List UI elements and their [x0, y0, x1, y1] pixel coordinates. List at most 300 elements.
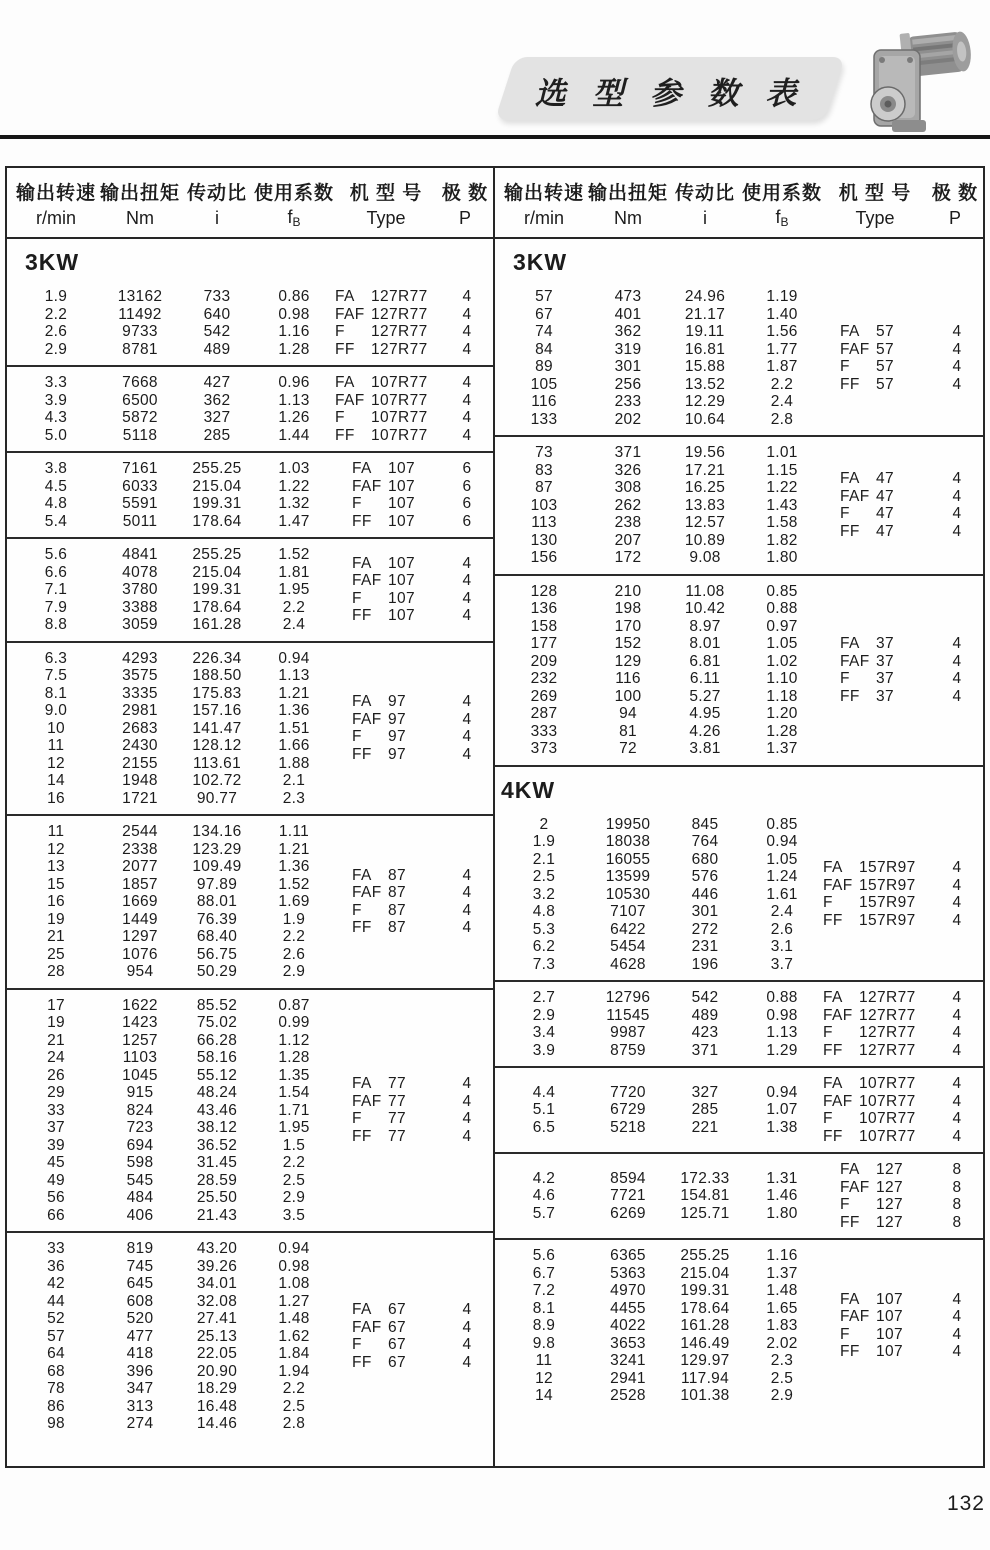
model-type-row [335, 555, 493, 573]
service-factor-value: 2.3 [770, 1352, 794, 1369]
service-factor-value: 1.08 [278, 1275, 310, 1292]
table-row [13, 858, 335, 876]
service-factor-value: 0.94 [278, 1240, 310, 1257]
ratio-value: 13.52 [684, 375, 726, 393]
service-factor-value: 1.56 [766, 323, 798, 340]
model-type-rows [823, 1161, 983, 1231]
ratio-value: 8.97 [689, 617, 721, 635]
output-torque-value: 319 [614, 340, 642, 358]
service-factor-value: 2.02 [766, 1334, 798, 1352]
output-speed-value: 24 [47, 1049, 65, 1066]
parameter-block [7, 814, 493, 988]
model-prefix: FF [352, 607, 372, 625]
service-factor-value: 1.15 [766, 461, 798, 479]
output-torque-value: 3059 [122, 616, 158, 633]
output-speed-value: 12 [535, 1369, 553, 1387]
table-row [13, 1275, 335, 1293]
model-number: 97 [388, 745, 407, 763]
ratio-value: 10.89 [684, 531, 726, 549]
poles-value: 6 [462, 495, 472, 512]
ratio-value: 102.72 [192, 772, 242, 789]
ratio-value: 25.50 [196, 1189, 238, 1206]
model-number: 107 [388, 554, 416, 572]
service-factor-value: 1.58 [766, 514, 798, 531]
table-row [13, 478, 335, 496]
output-torque-value: 745 [126, 1257, 154, 1275]
output-speed-value: 52 [47, 1310, 65, 1327]
model-type-row [335, 427, 493, 445]
output-speed-value: 12 [47, 754, 65, 772]
poles-value: 4 [462, 728, 472, 746]
table-row [13, 1084, 335, 1102]
poles-value: 4 [462, 1075, 472, 1093]
table-row [13, 1137, 335, 1155]
table-row [501, 956, 823, 974]
output-speed-value: 2.7 [532, 989, 556, 1006]
ratio-value: 24.96 [684, 288, 726, 305]
model-number: 107 [388, 589, 416, 607]
output-torque-value: 13162 [117, 288, 163, 305]
table-row [501, 921, 823, 939]
output-speed-value: 98 [47, 1415, 65, 1432]
poles-value: 4 [952, 1325, 962, 1343]
model-prefix: FF [335, 340, 355, 358]
service-factor-value: 1.83 [766, 1317, 798, 1334]
output-torque-value: 954 [126, 963, 154, 980]
model-number: 157R97 [859, 876, 916, 894]
model-type-rows [823, 583, 983, 758]
output-torque-value: 2941 [610, 1369, 646, 1387]
ratio-value: 542 [203, 323, 231, 340]
table-row [13, 876, 335, 894]
data-rows [501, 288, 823, 428]
parameter-block [495, 435, 983, 574]
table-row [501, 1282, 823, 1300]
model-type-row [335, 711, 493, 729]
model-prefix: FAF [823, 1006, 853, 1024]
table-row [501, 376, 823, 394]
model-type-row [823, 1179, 983, 1197]
ratio-value: 16.81 [684, 340, 726, 358]
model-prefix: FF [335, 426, 355, 444]
table-row [13, 288, 335, 306]
model-type-row [823, 635, 983, 653]
table-row [13, 409, 335, 427]
table-row [501, 1007, 823, 1025]
poles-value: 4 [952, 487, 962, 505]
unit-factor: fB [287, 207, 301, 229]
model-type-rows [823, 816, 983, 974]
poles-value: 4 [952, 1127, 962, 1145]
table-body-right [495, 239, 983, 1466]
ratio-value: 161.28 [192, 616, 242, 633]
service-factor-value: 2.1 [282, 772, 306, 789]
unit-ratio: i [215, 207, 219, 228]
poles-value: 4 [952, 652, 962, 670]
model-number: 37 [876, 652, 895, 670]
parameter-block [7, 988, 493, 1232]
output-speed-value: 158 [530, 617, 558, 635]
output-speed-value: 19 [47, 1014, 65, 1031]
poles-value: 4 [952, 522, 962, 540]
service-factor-value: 1.18 [766, 687, 798, 705]
parameter-block [495, 980, 983, 1066]
poles-value: 8 [952, 1161, 962, 1178]
output-torque-value: 274 [126, 1415, 154, 1432]
table-row [501, 886, 823, 904]
header-service-factor: 使用系数 [253, 183, 334, 204]
service-factor-value: 1.05 [766, 850, 798, 868]
ratio-value: 371 [691, 1041, 719, 1059]
output-torque-value: 2544 [122, 823, 158, 840]
model-type-row [823, 1291, 983, 1309]
model-prefix: FA [335, 374, 355, 391]
ratio-value: 154.81 [680, 1187, 730, 1205]
model-type-row [335, 1319, 493, 1337]
parameter-block [7, 641, 493, 815]
header-output-speed: 输出转速 [503, 183, 584, 204]
service-factor-value: 1.13 [278, 667, 310, 684]
model-number: 107R77 [371, 391, 428, 409]
ratio-value: 17.21 [684, 461, 726, 479]
data-rows [13, 546, 335, 634]
output-speed-value: 1.9 [44, 288, 68, 305]
service-factor-value: 1.22 [278, 477, 310, 495]
ratio-value: 285 [203, 426, 231, 444]
model-number: 107R77 [859, 1092, 916, 1110]
data-rows [501, 989, 823, 1059]
model-number: 57 [876, 375, 895, 393]
table-row [501, 306, 823, 324]
ratio-value: 226.34 [192, 649, 242, 667]
ratio-value: 255.25 [192, 460, 242, 477]
output-speed-value: 33 [47, 1240, 65, 1257]
poles-value: 4 [462, 340, 472, 358]
poles-value: 4 [952, 876, 962, 894]
model-type-row [335, 513, 493, 531]
output-torque-value: 7721 [610, 1187, 646, 1205]
ratio-value: 36.52 [196, 1136, 238, 1154]
table-row [13, 392, 335, 410]
model-type-rows [335, 1240, 493, 1433]
output-torque-value: 1857 [122, 875, 158, 893]
service-factor-value: 1.5 [282, 1136, 306, 1154]
output-torque-value: 6500 [122, 391, 158, 409]
parameter-block [495, 1152, 983, 1238]
ratio-value: 6.81 [689, 652, 721, 670]
output-torque-value: 238 [614, 514, 642, 531]
output-speed-value: 6.3 [44, 649, 68, 667]
service-factor-value: 2.3 [282, 789, 306, 807]
model-prefix: FAF [840, 340, 870, 358]
ratio-value: 43.46 [196, 1101, 238, 1119]
header-model-type: 机 型 号 [349, 183, 423, 204]
table-row [501, 532, 823, 550]
page-title: 选 型 参 数 表 [534, 75, 806, 111]
table-column-left [7, 168, 495, 1466]
output-speed-value: 4.3 [44, 409, 68, 426]
output-torque-value: 6365 [610, 1247, 646, 1264]
output-torque-value: 262 [614, 496, 642, 514]
table-row [501, 868, 823, 886]
ratio-value: 446 [691, 885, 719, 903]
output-speed-value: 8.9 [532, 1317, 556, 1334]
ratio-value: 8.01 [689, 635, 721, 652]
poles-value: 4 [952, 358, 962, 375]
table-row [501, 740, 823, 758]
output-torque-value: 16055 [605, 850, 651, 868]
data-rows [13, 288, 335, 358]
output-torque-value: 7107 [610, 903, 646, 920]
output-speed-value: 49 [47, 1171, 65, 1189]
model-number: 77 [388, 1110, 407, 1128]
section-title: 3KW [513, 249, 568, 275]
top-rule-divider [0, 135, 990, 139]
model-prefix: FF [823, 1041, 843, 1059]
table-row [501, 358, 823, 376]
ratio-value: 5.27 [689, 687, 721, 705]
output-torque-value: 2528 [610, 1387, 646, 1404]
service-factor-value: 0.94 [766, 833, 798, 850]
table-row [13, 1345, 335, 1363]
poles-value: 4 [462, 374, 472, 391]
model-prefix: F [823, 1110, 833, 1127]
model-number: 107 [876, 1325, 904, 1343]
service-factor-value: 1.36 [278, 858, 310, 875]
poles-value: 4 [952, 911, 962, 929]
output-speed-value: 74 [535, 323, 553, 340]
ratio-value: 3.81 [689, 740, 721, 757]
output-speed-value: 21 [47, 1031, 65, 1049]
poles-value: 4 [952, 1075, 962, 1092]
output-speed-value: 177 [530, 635, 558, 652]
output-speed-value: 4.8 [44, 495, 68, 512]
table-body-left [7, 239, 493, 1466]
parameter-block [495, 1066, 983, 1152]
service-factor-value: 1.37 [766, 740, 798, 757]
output-speed-value: 5.4 [44, 512, 68, 530]
service-factor-value: 2.9 [770, 1387, 794, 1404]
output-speed-value: 11 [535, 1352, 553, 1369]
model-number: 127 [876, 1161, 904, 1178]
model-type-rows [823, 1247, 983, 1405]
model-type-rows [335, 823, 493, 981]
output-speed-value: 7.9 [44, 598, 68, 616]
output-torque-value: 18038 [605, 833, 651, 850]
table-row [13, 1363, 335, 1381]
table-row [13, 341, 335, 359]
page-number: 132 [946, 1492, 985, 1515]
output-torque-value: 12796 [605, 989, 651, 1006]
service-factor-value: 1.13 [278, 391, 310, 409]
service-factor-value: 1.36 [278, 702, 310, 719]
table-column-right [495, 168, 983, 1466]
service-factor-value: 1.19 [766, 288, 798, 305]
header-output-torque: 输出扭矩 [99, 183, 180, 204]
output-speed-value: 89 [535, 358, 553, 375]
table-row [13, 1310, 335, 1328]
model-type-row [823, 1024, 983, 1042]
output-speed-value: 11 [47, 737, 65, 754]
service-factor-value: 1.95 [278, 581, 310, 598]
output-torque-value: 545 [126, 1171, 154, 1189]
service-factor-value: 0.85 [766, 815, 798, 833]
model-number: 77 [388, 1127, 407, 1145]
parameter-block [501, 809, 983, 981]
model-type-row [823, 1128, 983, 1146]
model-type-rows [823, 989, 983, 1059]
model-type-row [823, 1214, 983, 1232]
ratio-value: 10.64 [684, 410, 726, 428]
output-speed-value: 2.9 [532, 1006, 556, 1024]
output-torque-value: 824 [126, 1101, 154, 1119]
ratio-value: 28.59 [196, 1171, 238, 1189]
model-type-row [335, 392, 493, 410]
ratio-value: 733 [203, 288, 231, 305]
model-type-row [823, 894, 983, 912]
output-speed-value: 3.8 [44, 460, 68, 477]
model-prefix: F [840, 1196, 850, 1213]
output-torque-value: 6033 [122, 477, 158, 495]
model-type-row [335, 728, 493, 746]
model-prefix: F [335, 409, 345, 426]
output-torque-value: 94 [619, 705, 637, 722]
table-row [501, 323, 823, 341]
service-factor-value: 1.32 [278, 495, 310, 512]
model-prefix: FAF [840, 1308, 870, 1326]
output-torque-value: 10530 [605, 885, 651, 903]
table-row [13, 893, 335, 911]
output-speed-value: 39 [47, 1136, 65, 1154]
poles-value: 4 [462, 1318, 472, 1336]
model-type-row [335, 288, 493, 306]
model-prefix: FA [352, 460, 372, 477]
header-row-cn [13, 178, 493, 205]
model-number: 127R77 [371, 323, 428, 340]
model-type-row [335, 1301, 493, 1319]
service-factor-value: 1.95 [278, 1119, 310, 1136]
data-rows [501, 816, 823, 974]
output-speed-value: 16 [47, 893, 65, 910]
output-speed-value: 156 [530, 549, 558, 566]
service-factor-value: 0.97 [766, 617, 798, 635]
poles-value: 4 [952, 989, 962, 1006]
ratio-value: 199.31 [192, 495, 242, 512]
model-type-row [823, 505, 983, 523]
model-type-rows [335, 997, 493, 1225]
table-header-left [7, 168, 493, 239]
model-prefix: F [352, 495, 362, 512]
output-speed-value: 4.5 [44, 477, 68, 495]
poles-value: 8 [952, 1213, 962, 1231]
output-speed-value: 6.2 [532, 938, 556, 955]
section-title: 3KW [25, 249, 80, 275]
output-torque-value: 484 [126, 1189, 154, 1206]
model-prefix: FF [840, 687, 860, 705]
model-number: 47 [876, 522, 895, 540]
output-speed-value: 64 [47, 1345, 65, 1362]
model-prefix: FAF [840, 652, 870, 670]
table-row [501, 1042, 823, 1060]
table-row [501, 1352, 823, 1370]
service-factor-value: 0.85 [766, 582, 798, 600]
model-type-row [823, 488, 983, 506]
data-rows [13, 997, 335, 1225]
model-number: 77 [388, 1075, 407, 1093]
service-factor-value: 1.71 [278, 1101, 310, 1119]
unit-type: Type [366, 207, 406, 228]
model-type-rows [823, 444, 983, 567]
output-speed-value: 8.1 [44, 684, 68, 702]
data-rows [13, 1240, 335, 1433]
model-type-row [823, 341, 983, 359]
model-prefix: FA [840, 1161, 860, 1178]
service-factor-value: 1.80 [766, 549, 798, 566]
output-torque-value: 396 [126, 1362, 154, 1380]
output-torque-value: 4628 [610, 955, 646, 973]
service-factor-value: 1.48 [278, 1310, 310, 1327]
output-torque-value: 4970 [610, 1282, 646, 1299]
ratio-value: 157.16 [192, 702, 242, 719]
ratio-value: 14.46 [196, 1415, 238, 1432]
model-type-row [335, 1354, 493, 1372]
service-factor-value: 0.98 [766, 1006, 798, 1024]
table-row [13, 685, 335, 703]
output-speed-value: 83 [535, 461, 553, 479]
table-row [501, 462, 823, 480]
output-torque-value: 5011 [122, 512, 158, 530]
table-row [13, 928, 335, 946]
table-row [501, 1300, 823, 1318]
model-type-rows [335, 650, 493, 808]
model-prefix: FAF [352, 710, 382, 728]
model-prefix: FA [823, 989, 843, 1006]
ratio-value: 48.24 [196, 1084, 238, 1101]
output-speed-value: 45 [47, 1154, 65, 1171]
service-factor-value: 1.20 [766, 705, 798, 722]
service-factor-value: 0.94 [278, 649, 310, 667]
output-torque-value: 915 [126, 1084, 154, 1101]
ratio-value: 272 [691, 920, 719, 938]
model-type-row [335, 495, 493, 513]
table-row [13, 1119, 335, 1137]
ratio-value: 43.20 [196, 1240, 238, 1257]
model-number: 107 [388, 460, 416, 477]
model-type-row [335, 306, 493, 324]
table-row [501, 1170, 823, 1188]
output-torque-value: 401 [614, 305, 642, 323]
output-torque-value: 313 [126, 1397, 154, 1415]
output-torque-value: 6729 [610, 1101, 646, 1119]
table-row [13, 1258, 335, 1276]
model-prefix: F [352, 901, 362, 919]
output-torque-value: 362 [614, 323, 642, 340]
model-number: 107 [388, 495, 416, 512]
output-speed-value: 14 [535, 1387, 553, 1404]
ratio-value: 15.88 [684, 358, 726, 375]
output-speed-value: 113 [531, 514, 557, 531]
ratio-value: 88.01 [196, 893, 238, 910]
table-row [13, 790, 335, 808]
output-torque-value: 11492 [118, 305, 162, 323]
ratio-value: 113.61 [192, 754, 242, 772]
model-prefix: FF [352, 512, 372, 530]
model-number: 67 [388, 1336, 407, 1354]
output-speed-value: 4.2 [532, 1169, 556, 1187]
service-factor-value: 1.62 [278, 1327, 310, 1345]
output-speed-value: 5.6 [44, 546, 68, 563]
model-number: 127R77 [859, 1006, 916, 1024]
